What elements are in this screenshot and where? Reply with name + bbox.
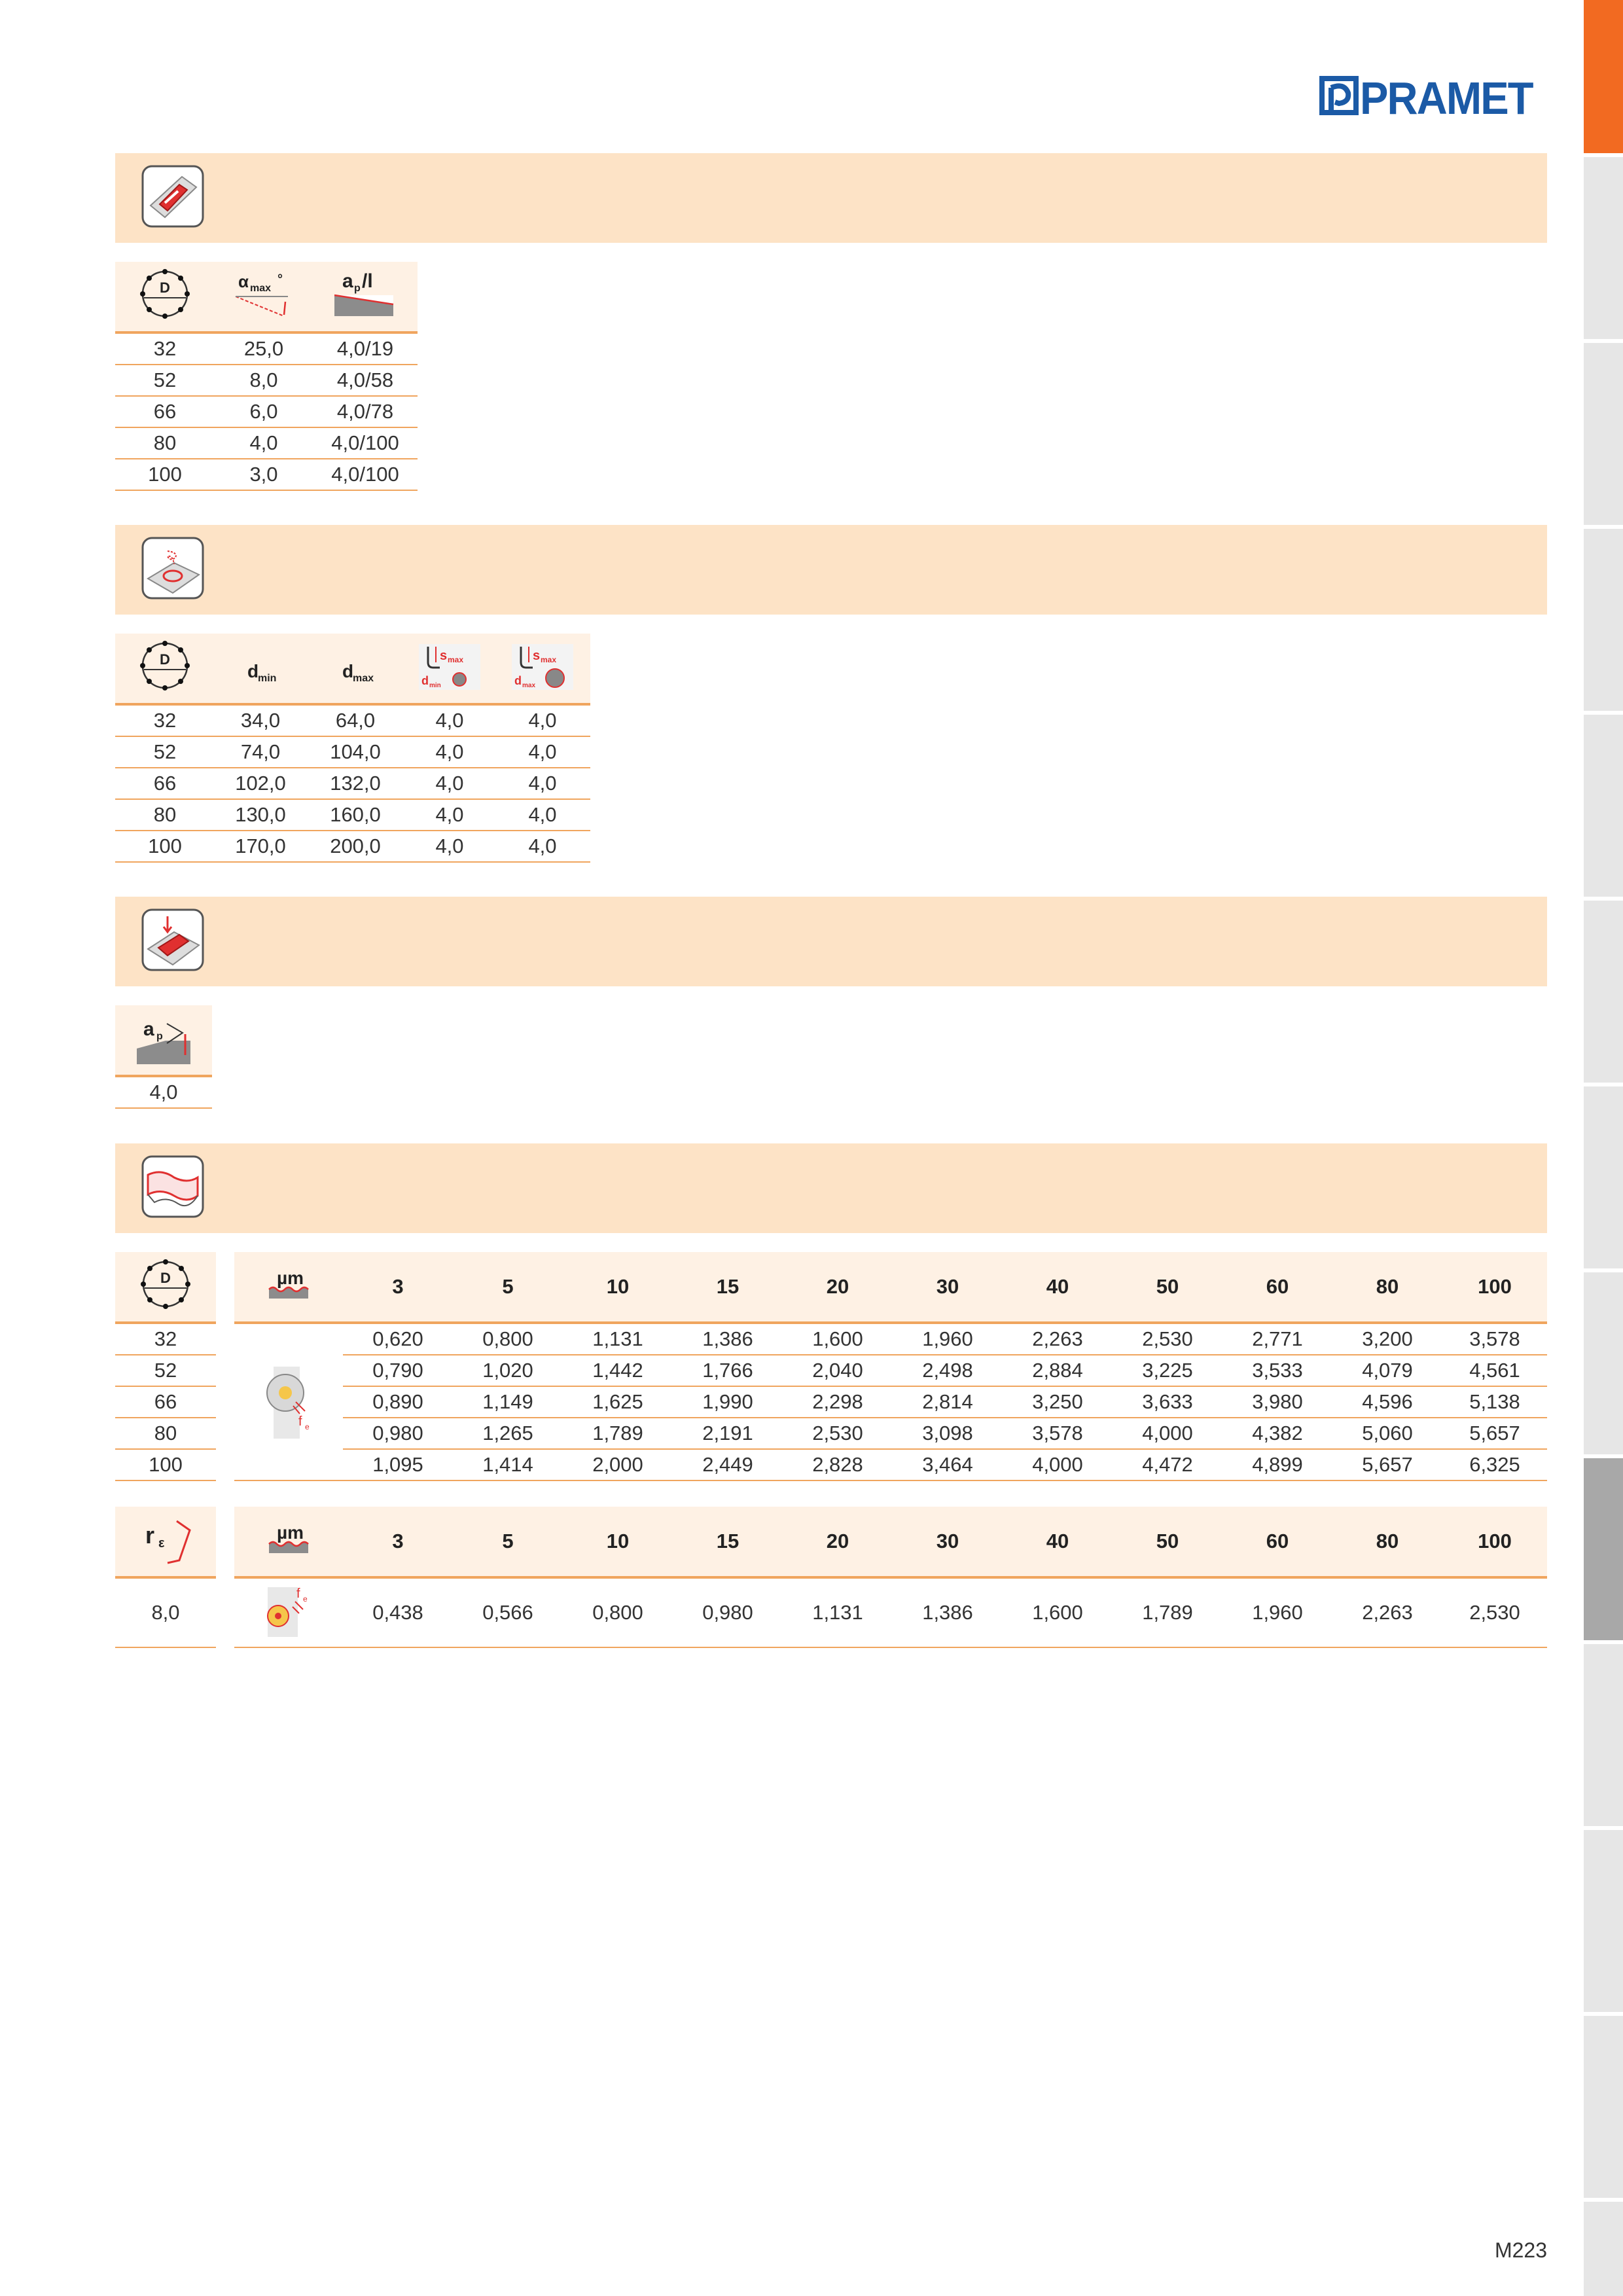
surface-finish-icon [141, 1155, 204, 1218]
finish-d-left [115, 1252, 216, 1481]
svg-text:α: α [238, 272, 249, 291]
column-header: 20 [783, 1507, 893, 1577]
side-tab[interactable] [1584, 343, 1623, 525]
roughness-header [234, 1507, 343, 1577]
table-row: 52 [115, 1355, 216, 1386]
plunge-depth-header [115, 1005, 212, 1076]
svg-text:max: max [353, 673, 374, 684]
side-tab-current[interactable] [1584, 1458, 1623, 1640]
diameter-header [115, 262, 215, 332]
svg-text:µm: µm [277, 1522, 304, 1543]
svg-text:f: f [298, 1414, 302, 1429]
column-header: 40 [1003, 1507, 1113, 1577]
svg-text:max: max [522, 682, 536, 689]
ramp-angle-header [215, 262, 313, 332]
section-band-helical [115, 525, 1547, 615]
table-row: 8,0 [115, 1577, 216, 1647]
finish-r-right [234, 1507, 1547, 1648]
d-max-header [306, 634, 404, 704]
table-row: 0,980 1,265 1,789 2,191 2,530 3,098 3,578 4,000 4,382 5,060 5,657 [234, 1418, 1547, 1449]
column-header: 80 [1332, 1507, 1442, 1577]
svg-text:max: max [448, 655, 464, 664]
helical-table [115, 634, 590, 863]
svg-text:r: r [145, 1522, 155, 1549]
column-header: 50 [1113, 1507, 1222, 1577]
side-tab[interactable] [1584, 1644, 1623, 1826]
helical-interpolation-icon [141, 537, 204, 600]
column-header: 50 [1113, 1252, 1222, 1323]
column-header: 80 [1332, 1252, 1442, 1323]
section-band-surface-finish [115, 1143, 1547, 1233]
svg-text:f: f [296, 1587, 300, 1601]
column-header: 5 [453, 1507, 563, 1577]
svg-text:e: e [305, 1422, 310, 1431]
table-row: f e 0,438 0,566 0,800 0,980 1,131 1,386 1,600 1,789 1,960 2,263 2,530 [234, 1577, 1547, 1647]
finish-d-right [234, 1252, 1547, 1481]
column-header: 100 [1442, 1507, 1547, 1577]
table-row: 0,790 1,020 1,442 1,766 2,040 2,498 2,884 3,225 3,533 4,079 4,561 [234, 1355, 1547, 1386]
table-row: 52 8,0 4,0/58 [115, 365, 418, 396]
column-header: 3 [343, 1507, 453, 1577]
svg-text:D: D [160, 651, 170, 668]
roughness-header [234, 1252, 343, 1323]
svg-text:s: s [440, 649, 448, 663]
finish-r-left [115, 1507, 216, 1648]
brand-name: PRAMET [1360, 73, 1533, 124]
svg-text:/l: /l [362, 270, 373, 292]
feed-per-edge-diagram [234, 1577, 343, 1647]
column-header: 60 [1222, 1507, 1332, 1577]
diameter-header [115, 634, 215, 704]
column-header: 3 [343, 1252, 453, 1323]
column-header: 40 [1003, 1252, 1113, 1323]
plunging-table [115, 1005, 212, 1109]
column-header: 100 [1442, 1252, 1547, 1323]
svg-text:d: d [342, 661, 354, 681]
table-row: 0,890 1,149 1,625 1,990 2,298 2,814 3,250 3,633 3,980 4,596 5,138 [234, 1386, 1547, 1418]
table-row: 32 [115, 1323, 216, 1355]
table-row: 80 [115, 1418, 216, 1449]
svg-text:p: p [156, 1031, 163, 1042]
section-band-plunging [115, 897, 1547, 986]
corner-radius-header [115, 1507, 216, 1577]
section-band-ramping [115, 153, 1547, 243]
svg-text:ε: ε [158, 1536, 165, 1551]
table-row: 80 130,0 160,0 4,0 4,0 [115, 799, 590, 831]
s-max-dmin-header [404, 634, 495, 704]
svg-text:µm: µm [277, 1268, 304, 1288]
table-row: 80 4,0 4,0/100 [115, 427, 418, 459]
svg-text:°: ° [277, 272, 283, 287]
diameter-header [115, 1252, 216, 1323]
page-number: M223 [1494, 2238, 1547, 2262]
svg-text:min: min [429, 682, 441, 689]
column-header: 30 [893, 1252, 1003, 1323]
column-header: 10 [563, 1252, 673, 1323]
diameter-label: D [160, 279, 170, 296]
ramping-table [115, 262, 418, 491]
d-min-header [215, 634, 306, 704]
table-row: 100 [115, 1449, 216, 1480]
svg-text:a: a [342, 270, 353, 292]
side-tab[interactable] [1584, 1830, 1623, 2012]
brand-logo [1319, 73, 1548, 124]
column-header: 15 [673, 1252, 783, 1323]
side-tab[interactable] [1584, 901, 1623, 1083]
svg-text:d: d [247, 661, 259, 681]
svg-text:d: d [421, 674, 429, 687]
svg-text:e: e [303, 1594, 308, 1604]
column-header: 10 [563, 1507, 673, 1577]
side-tab[interactable] [1584, 1272, 1623, 1454]
table-row: 32 34,0 64,0 4,0 4,0 [115, 704, 590, 736]
svg-text:min: min [258, 673, 277, 684]
ramping-icon [141, 165, 204, 228]
table-row: 66 6,0 4,0/78 [115, 396, 418, 427]
table-row: 52 74,0 104,0 4,0 4,0 [115, 736, 590, 768]
table-row: 4,0 [115, 1076, 212, 1108]
column-header: 5 [453, 1252, 563, 1323]
side-tab-active-orange[interactable] [1584, 0, 1623, 153]
svg-text:a: a [143, 1018, 154, 1040]
svg-text:max: max [541, 655, 557, 664]
side-tab[interactable] [1584, 1086, 1623, 1268]
table-row: 66 [115, 1386, 216, 1418]
plunging-icon [141, 908, 204, 971]
table-row: 100 3,0 4,0/100 [115, 459, 418, 490]
table-row: 1,095 1,414 2,000 2,449 2,828 3,464 4,000 4,472 4,899 5,657 6,325 [234, 1449, 1547, 1480]
column-header: 15 [673, 1507, 783, 1577]
svg-text:D: D [160, 1270, 171, 1286]
svg-text:d: d [514, 674, 522, 687]
side-tab[interactable] [1584, 2016, 1623, 2198]
svg-text:p: p [354, 283, 361, 294]
table-row: f e 0,620 0,800 1,131 1,386 1,600 1,960 2,263 2,530 2,771 3,200 3,578 [234, 1323, 1547, 1355]
side-tab[interactable] [1584, 157, 1623, 339]
side-tab[interactable] [1584, 715, 1623, 897]
column-header: 20 [783, 1252, 893, 1323]
side-tab[interactable] [1584, 529, 1623, 711]
feed-per-edge-diagram [234, 1323, 343, 1480]
side-tab[interactable] [1584, 2202, 1623, 2296]
table-row: 32 25,0 4,0/19 [115, 332, 418, 365]
s-max-dmax-header [495, 634, 590, 704]
column-header: 60 [1222, 1252, 1332, 1323]
table-row: 100 170,0 200,0 4,0 4,0 [115, 831, 590, 862]
ramp-depth-length-header [313, 262, 418, 332]
column-header: 30 [893, 1507, 1003, 1577]
svg-text:max: max [250, 283, 272, 294]
svg-text:s: s [533, 649, 541, 663]
table-row: 66 102,0 132,0 4,0 4,0 [115, 768, 590, 799]
